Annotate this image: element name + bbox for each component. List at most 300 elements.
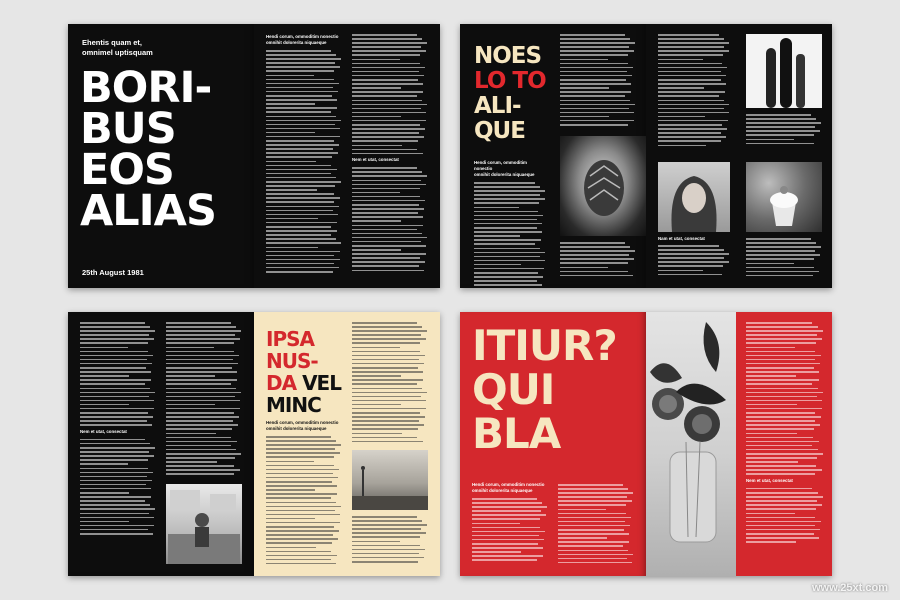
text-line xyxy=(352,363,424,365)
text-line xyxy=(80,326,150,328)
title-line: EOS xyxy=(80,145,174,195)
text-line xyxy=(474,223,542,225)
text-line xyxy=(266,440,336,442)
text-line xyxy=(266,251,340,253)
text-line xyxy=(80,351,148,353)
text-line xyxy=(746,457,817,459)
text-line xyxy=(266,144,339,146)
text-line xyxy=(166,334,235,336)
text-line xyxy=(746,338,822,340)
body-text xyxy=(560,34,636,126)
text-line xyxy=(560,54,628,56)
subhead-line: omnihit dolorerita niquaeque xyxy=(472,488,533,493)
text-line xyxy=(80,468,148,470)
title-line: LO TO xyxy=(474,68,546,94)
text-line xyxy=(746,134,814,136)
text-line xyxy=(80,371,151,373)
subhead xyxy=(266,420,342,432)
text-line xyxy=(658,100,724,102)
text-line xyxy=(658,95,719,97)
text-line xyxy=(352,59,400,61)
text-line xyxy=(658,67,727,69)
text-line xyxy=(658,42,729,44)
text-line xyxy=(560,258,634,260)
text-line xyxy=(166,412,234,414)
text-line xyxy=(266,177,336,179)
cactus-icon xyxy=(746,34,822,108)
text-line xyxy=(560,71,627,73)
text-line xyxy=(658,108,724,110)
text-line xyxy=(352,524,427,526)
body-text xyxy=(352,516,428,563)
text-line xyxy=(746,359,815,361)
text-line xyxy=(352,265,419,267)
text-line xyxy=(266,542,332,544)
text-line xyxy=(166,433,216,435)
text-line xyxy=(746,130,820,132)
text-line xyxy=(352,95,417,97)
text-line xyxy=(266,247,318,249)
text-line xyxy=(746,420,815,422)
spread3-left-page xyxy=(68,312,254,576)
text-line xyxy=(352,379,423,381)
body-text xyxy=(658,245,730,275)
text-line xyxy=(558,537,607,539)
text-line xyxy=(352,54,420,56)
text-line xyxy=(266,481,332,483)
text-line xyxy=(166,441,237,443)
text-line xyxy=(352,188,420,190)
text-line xyxy=(560,46,629,48)
text-line xyxy=(166,326,236,328)
text-line xyxy=(472,502,542,504)
spread1-kicker xyxy=(82,38,153,58)
text-line xyxy=(80,404,129,406)
text-line xyxy=(266,456,334,458)
text-line xyxy=(266,485,337,487)
text-line xyxy=(266,210,333,212)
text-line xyxy=(266,473,333,475)
text-line xyxy=(558,500,632,502)
text-line xyxy=(658,132,721,134)
text-line xyxy=(352,42,427,44)
subhead-line: Hendi corum, ommoditim nonectio xyxy=(472,482,545,487)
text-line xyxy=(658,120,728,122)
text-line xyxy=(352,112,426,114)
text-line xyxy=(352,355,425,357)
text-line xyxy=(560,34,625,36)
text-line xyxy=(80,504,150,506)
text-line xyxy=(166,338,240,340)
text-line xyxy=(166,379,237,381)
text-line xyxy=(558,484,623,486)
text-line xyxy=(558,488,628,490)
text-line xyxy=(266,54,336,56)
text-line xyxy=(658,270,703,272)
spread2-right-column-1 xyxy=(658,34,730,149)
text-line xyxy=(266,148,333,150)
text-line xyxy=(80,367,146,369)
text-line xyxy=(746,428,814,430)
body-text xyxy=(352,322,428,442)
flower-vase-photo xyxy=(646,312,736,576)
text-line xyxy=(658,249,724,251)
portrait-icon xyxy=(658,162,730,232)
text-line xyxy=(166,322,231,324)
text-line xyxy=(266,128,340,130)
text-line xyxy=(166,465,234,467)
text-line xyxy=(266,189,317,191)
body-text xyxy=(746,114,822,144)
text-line xyxy=(266,120,341,122)
subhead xyxy=(474,160,546,178)
spread3-right-column-1 xyxy=(266,420,342,567)
text-line xyxy=(266,50,331,52)
text-line xyxy=(266,555,337,557)
text-line xyxy=(352,545,420,547)
text-line xyxy=(352,100,422,102)
text-line xyxy=(746,424,820,426)
text-line xyxy=(558,550,628,552)
text-line xyxy=(472,539,544,541)
text-line xyxy=(472,518,540,520)
text-line xyxy=(746,254,820,256)
text-line xyxy=(658,79,721,81)
text-line xyxy=(474,207,519,209)
text-line xyxy=(80,379,151,381)
text-line xyxy=(266,156,332,158)
subhead-line: Hendi corum, ommoditim nonectio xyxy=(266,34,339,39)
text-line xyxy=(746,367,814,369)
text-line xyxy=(472,531,545,533)
text-line xyxy=(746,347,795,349)
spread1-right-page xyxy=(254,24,440,288)
text-line xyxy=(266,66,340,68)
text-line xyxy=(474,280,537,282)
flower-vase-icon xyxy=(646,312,736,576)
text-line xyxy=(266,83,339,85)
title-line: QUI xyxy=(472,365,555,414)
text-line xyxy=(558,513,626,515)
spread4-left-page xyxy=(460,312,646,576)
text-line xyxy=(266,70,334,72)
text-line xyxy=(746,375,796,377)
text-line xyxy=(746,383,812,385)
text-line xyxy=(746,441,819,443)
text-line xyxy=(560,120,634,122)
text-line xyxy=(166,351,234,353)
text-line xyxy=(266,559,331,561)
text-line xyxy=(352,536,420,538)
text-line xyxy=(746,114,811,116)
text-line xyxy=(352,437,417,439)
text-line xyxy=(472,543,538,545)
text-line xyxy=(560,108,629,110)
text-line xyxy=(352,245,426,247)
text-line xyxy=(352,200,425,202)
text-line xyxy=(80,496,151,498)
text-line xyxy=(166,428,232,430)
text-line xyxy=(746,521,821,523)
text-line xyxy=(352,561,418,563)
body-text xyxy=(80,439,156,535)
text-line xyxy=(560,67,633,69)
text-line xyxy=(746,500,817,502)
text-line xyxy=(474,268,544,270)
text-line xyxy=(266,173,331,175)
text-line xyxy=(266,132,315,134)
text-line xyxy=(352,229,417,231)
body-text xyxy=(166,322,242,475)
spread2-right-column-3 xyxy=(658,236,730,278)
text-line xyxy=(474,182,535,184)
text-line xyxy=(166,388,236,390)
text-line xyxy=(352,528,421,530)
text-line xyxy=(80,459,148,461)
text-line xyxy=(352,204,419,206)
text-line xyxy=(352,557,424,559)
text-line xyxy=(166,461,217,463)
text-line xyxy=(266,259,340,261)
body-text xyxy=(352,34,428,154)
text-line xyxy=(352,225,423,227)
text-line xyxy=(560,83,631,85)
text-line xyxy=(266,436,331,438)
text-line xyxy=(474,227,537,229)
text-line xyxy=(560,254,629,256)
title-line: BLA xyxy=(472,409,561,458)
text-line xyxy=(266,234,331,236)
text-line xyxy=(352,108,421,110)
text-line xyxy=(266,547,316,549)
text-line xyxy=(472,498,537,500)
title-line: QUE xyxy=(474,118,525,144)
text-line xyxy=(352,34,417,36)
cactus-photo xyxy=(746,34,822,108)
spread3-right-page xyxy=(254,312,440,576)
text-line xyxy=(474,211,538,213)
text-line xyxy=(266,238,336,240)
text-line xyxy=(80,416,153,418)
text-line xyxy=(558,492,633,494)
text-line xyxy=(474,284,542,286)
text-line xyxy=(352,149,417,151)
title-line: IPSA xyxy=(266,327,314,351)
kitchen-photo xyxy=(166,484,242,564)
text-line xyxy=(266,91,338,93)
text-line xyxy=(352,140,418,142)
text-line xyxy=(266,58,341,60)
text-line xyxy=(474,243,535,245)
text-line xyxy=(266,218,318,220)
text-line xyxy=(658,38,724,40)
text-line xyxy=(352,326,422,328)
text-line xyxy=(352,220,401,222)
text-line xyxy=(352,241,421,243)
text-line xyxy=(80,521,129,523)
text-line xyxy=(352,153,423,155)
foggy-landscape-photo xyxy=(352,450,428,510)
body-text xyxy=(658,34,730,146)
text-line xyxy=(472,559,537,561)
text-line xyxy=(266,222,337,224)
text-line xyxy=(558,558,627,560)
text-line xyxy=(560,246,630,248)
text-line xyxy=(80,342,148,344)
text-line xyxy=(560,79,626,81)
text-line xyxy=(266,79,334,81)
text-line xyxy=(472,506,547,508)
text-line xyxy=(472,551,521,553)
spread4-right-page xyxy=(646,312,832,576)
text-line xyxy=(746,326,818,328)
text-line xyxy=(80,488,151,490)
text-line xyxy=(746,416,821,418)
text-line xyxy=(266,230,337,232)
text-line xyxy=(266,185,335,187)
portrait-photo xyxy=(658,162,730,232)
text-line xyxy=(266,62,335,64)
text-line xyxy=(352,367,418,369)
text-line xyxy=(266,518,315,520)
text-line xyxy=(746,404,797,406)
text-line xyxy=(658,83,726,85)
text-line xyxy=(352,404,401,406)
spread1-column-1 xyxy=(266,34,342,275)
text-line xyxy=(266,267,339,269)
text-line xyxy=(352,253,426,255)
text-line xyxy=(746,392,823,394)
text-line xyxy=(266,506,341,508)
text-line xyxy=(352,342,420,344)
spread2-right-column-2 xyxy=(746,114,822,147)
text-line xyxy=(166,424,238,426)
text-line xyxy=(560,267,608,269)
body-text xyxy=(746,488,824,543)
section-head: Nem et utat, consectat xyxy=(746,477,793,483)
text-line xyxy=(474,260,545,262)
text-line xyxy=(474,219,537,221)
text-line xyxy=(266,197,340,199)
text-line xyxy=(266,530,339,532)
text-line xyxy=(560,242,625,244)
spread3-right-column-2 xyxy=(352,322,428,445)
text-line xyxy=(746,271,819,273)
body-text xyxy=(746,238,822,276)
subhead xyxy=(266,34,342,46)
text-line xyxy=(352,175,427,177)
text-line xyxy=(80,439,145,441)
text-line xyxy=(80,525,154,527)
text-line xyxy=(746,355,821,357)
text-line xyxy=(352,270,424,272)
text-line xyxy=(166,375,215,377)
text-line xyxy=(352,91,423,93)
text-line xyxy=(352,212,418,214)
text-line xyxy=(352,233,422,235)
text-line xyxy=(746,238,811,240)
text-line xyxy=(560,50,634,52)
spread1-left-page xyxy=(68,24,254,288)
text-line xyxy=(352,83,423,85)
title-line: ITIUR? xyxy=(472,321,617,370)
spread1-title xyxy=(80,63,216,236)
spread2-column-bottom xyxy=(560,242,636,279)
body-text xyxy=(474,182,546,286)
text-line xyxy=(266,169,337,171)
spread2-title xyxy=(474,44,546,144)
spread-noes-lo-to-alique xyxy=(460,24,832,288)
text-line xyxy=(80,396,149,398)
text-line xyxy=(352,375,401,377)
text-line xyxy=(80,513,149,515)
text-line xyxy=(560,95,625,97)
text-line xyxy=(658,112,729,114)
text-line xyxy=(80,443,150,445)
spread3-column-2 xyxy=(166,322,242,478)
text-line xyxy=(166,383,231,385)
text-line xyxy=(352,196,420,198)
text-line xyxy=(266,75,314,77)
text-line xyxy=(80,412,148,414)
text-line xyxy=(352,46,421,48)
text-line xyxy=(266,461,314,463)
text-line xyxy=(80,533,153,535)
text-line xyxy=(266,181,341,183)
text-line xyxy=(560,112,634,114)
body-text xyxy=(746,322,824,475)
text-line xyxy=(352,208,424,210)
text-line xyxy=(166,453,241,455)
text-line xyxy=(560,262,628,264)
text-line xyxy=(352,412,420,414)
text-line xyxy=(746,541,796,543)
spread4-column-1 xyxy=(472,482,548,564)
text-line xyxy=(746,508,816,510)
text-line xyxy=(746,408,822,410)
text-line xyxy=(352,549,425,551)
spread3-column-1 xyxy=(80,322,156,537)
text-line xyxy=(166,347,214,349)
text-line xyxy=(746,342,816,344)
text-line xyxy=(472,510,541,512)
text-line xyxy=(166,363,238,365)
text-line xyxy=(80,484,146,486)
text-line xyxy=(746,351,815,353)
text-line xyxy=(166,404,215,406)
text-line xyxy=(80,355,153,357)
text-line xyxy=(166,355,239,357)
section-head: Nem et utat, consectat xyxy=(352,157,399,163)
text-line xyxy=(472,514,546,516)
text-line xyxy=(746,533,814,535)
text-line xyxy=(746,400,822,402)
text-line xyxy=(474,252,545,254)
subhead-line: Hendi corum, ommoditim nonectio xyxy=(474,160,527,171)
text-line xyxy=(352,388,422,390)
text-line xyxy=(746,469,822,471)
text-line xyxy=(352,408,426,410)
text-line xyxy=(560,59,608,61)
text-line xyxy=(352,392,427,394)
text-line xyxy=(266,551,331,553)
text-line xyxy=(746,246,821,248)
text-line xyxy=(658,124,722,126)
subhead-line: omnihit dolorerita niquaeque xyxy=(266,426,327,431)
text-line xyxy=(746,118,816,120)
text-line xyxy=(352,322,417,324)
text-line xyxy=(474,239,541,241)
